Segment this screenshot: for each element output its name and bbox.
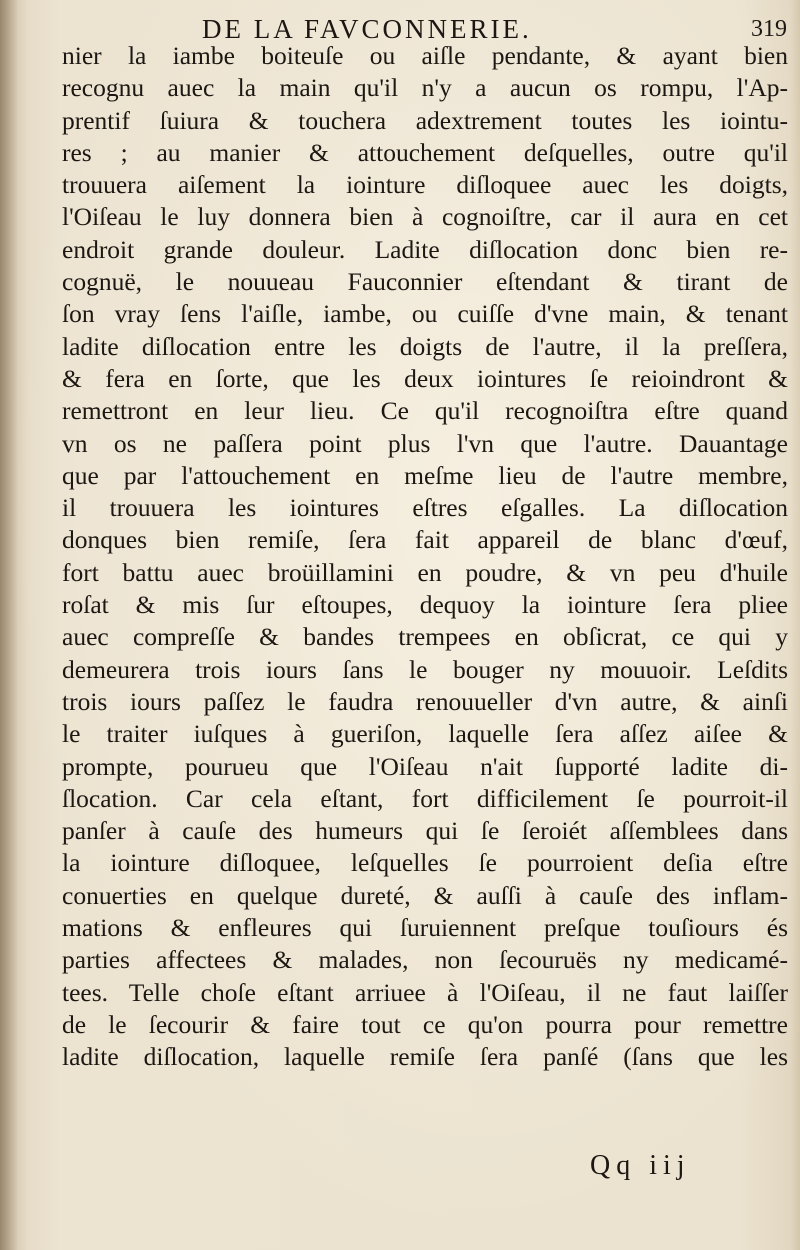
text-line: res ; au manier & attouchement deſquelles, outre qu'il (62, 137, 788, 167)
text-line: la iointure diſloquee, leſquelles ſe pourroient deſia eſtre (62, 848, 788, 878)
text-line: ſon vray ſens l'aiſle, iambe, ou cuiſſe d'vne main, & tenant (62, 299, 788, 329)
text-line: demeurera trois iours ſans le bouger ny mouuoir. Leſdits (62, 654, 788, 684)
text-line: conuerties en quelque dureté, & auſſi à cauſe des inflam- (62, 880, 788, 910)
text-line: roſat & mis ſur eſtoupes, dequoy la iointure ſera pliee (62, 590, 788, 620)
page-number: 319 (751, 16, 787, 42)
text-line: trouuera aiſement la iointure diſloquee auec les doigts, (62, 170, 788, 200)
text-line: mations & enfleures qui ſuruiennent preſque touſiours és (62, 913, 788, 943)
text-line: recognu auec la main qu'il n'y a aucun os rompu, l'Ap- (62, 73, 788, 103)
text-line: trois iours paſſez le faudra renouueller d'vn autre, & ainſi (62, 686, 788, 716)
text-line: parties affectees & malades, non ſecouruës ny medicamé- (62, 945, 788, 975)
text-line: ladite diſlocation entre les doigts de l'autre, il la preſſera, (62, 331, 788, 361)
text-line: remettront en leur lieu. Ce qu'il recognoiſtra eſtre quand (62, 396, 788, 426)
text-line: le traiter iuſques à gueriſon, laquelle ſera aſſez aiſee & (62, 719, 788, 749)
text-line: prentif ſuiura & touchera adextrement toutes les iointu- (62, 105, 788, 135)
text-line: endroit grande douleur. Ladite diſlocation donc bien re- (62, 234, 788, 264)
text-line: cognuë, le nouueau Fauconnier eſtendant & tirant de (62, 267, 788, 297)
text-line: l'Oiſeau le luy donnera bien à cognoiſtre, car il aura en cet (62, 202, 788, 232)
text-line: panſer à cauſe des humeurs qui ſe ſeroiét aſſemblees dans (62, 816, 788, 846)
text-line: il trouuera les iointures eſtres eſgalles. La diſlocation (62, 493, 788, 523)
text-line: donques bien remiſe, ſera fait appareil de blanc d'œuf, (62, 525, 788, 555)
text-line: de le ſecourir & faire tout ce qu'on pourra pour remettre (62, 1009, 788, 1039)
gutter-shadow (0, 0, 18, 1250)
text-line: vn os ne paſſera point plus l'vn que l'autre. Dauantage (62, 428, 788, 458)
running-title: DE LA FAVCONNERIE. (202, 14, 532, 44)
body-text (62, 40, 788, 1074)
signature-mark: Qq iij (590, 1150, 691, 1181)
text-line: fort battu auec broüillamini en poudre, & vn peu d'huile (62, 557, 788, 587)
text-line: que par l'attouchement en meſme lieu de l'autre membre, (62, 460, 788, 490)
text-line: ladite diſlocation, laquelle remiſe ſera panſé (ſans que les (62, 1042, 788, 1072)
text-line: & fera en ſorte, que les deux iointures ſe reioindront & (62, 363, 788, 393)
text-line: nier la iambe boiteuſe ou aiſle pendante, & ayant bien (62, 41, 788, 70)
text-line: prompte, pourueu que l'Oiſeau n'ait ſupporté ladite di- (62, 751, 788, 781)
text-line: auec compreſſe & bandes trempees en obſicrat, ce qui y (62, 622, 788, 652)
text-line: tees. Telle choſe eſtant arriuee à l'Oiſeau, il ne faut laiſſer (62, 977, 788, 1007)
text-line: ſlocation. Car cela eſtant, fort difficilement ſe pourroit-il (62, 783, 788, 813)
